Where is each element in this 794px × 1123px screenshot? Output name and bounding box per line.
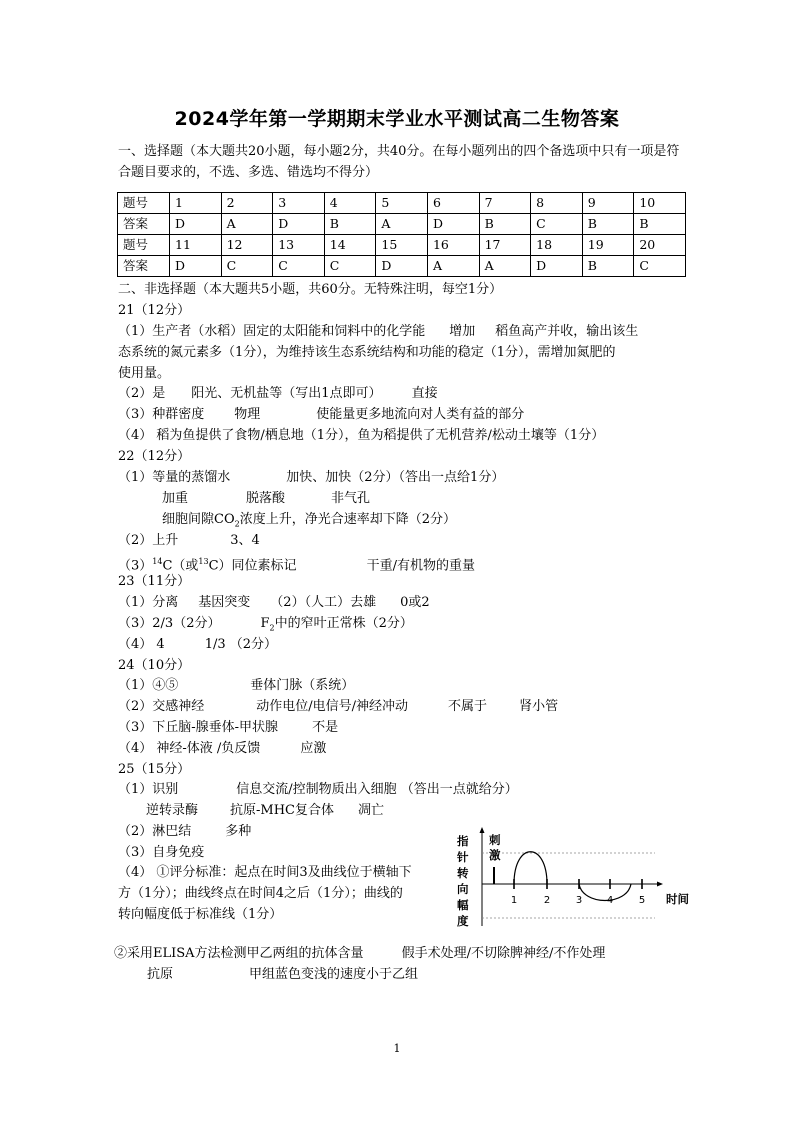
q22-p3-sup1: 14: [152, 557, 163, 566]
q25-p1c: 逆转录酶: [146, 803, 199, 818]
q25-p4c: 转向幅度低于标准线（1分）: [118, 907, 283, 922]
q24-p1a: （1）④⑤: [118, 678, 179, 693]
page-title: 2024学年第一学期期末学业水平测试高二生物答案: [174, 108, 620, 130]
graph-x-arrow: [657, 882, 663, 887]
q23-p4a: （4） 4: [118, 637, 165, 652]
q24-p4a: （4） 神经-体液 /负反馈: [118, 741, 261, 756]
q23-p4b: 1/3 （2分）: [204, 637, 278, 652]
q25-p5b: 假手术处理/不切除脾神经/不作处理: [401, 946, 606, 961]
graph-ylabel-3: 向: [457, 882, 469, 896]
graph-answer-curve: [579, 884, 631, 901]
graph-ylabel-5: 度: [457, 914, 469, 928]
q25-p1e: 凋亡: [358, 803, 385, 818]
q25-p5d: 甲组蓝色变浅的速度小于乙组: [249, 967, 419, 982]
answer-table-cell: 2: [221, 193, 273, 214]
answer-table-cell: C: [634, 256, 686, 277]
q21-p2a: （2）是: [118, 386, 166, 401]
q23-p1c: （2）（人工）去雄: [270, 595, 377, 610]
answer-table-cell: 3: [273, 193, 325, 214]
answer-table-cell: 19: [582, 235, 634, 256]
q22-p1f-pre: 细胞间隙CO: [162, 512, 235, 527]
q25-label: 25（15分）: [118, 762, 191, 777]
q25-p2b: 多种: [225, 824, 252, 839]
answer-table-cell: 10: [634, 193, 686, 214]
q25-p1b: 信息交流/控制物质出入细胞 （答出一点就给分）: [236, 782, 518, 797]
answer-table-cell: C: [324, 256, 376, 277]
q24-p1: [118, 676, 354, 696]
answer-table-cell: A: [376, 214, 428, 235]
q25-p5: [114, 944, 605, 964]
q22-p1b: 加快、加快（2分）（答出一点给1分）: [286, 470, 505, 485]
q21-p1c: 稻鱼高产并收，输出该生: [495, 324, 639, 339]
answer-table-cell: D: [170, 214, 222, 235]
q23-p1a: （1）分离: [118, 595, 179, 610]
answer-table-cell: 11: [170, 235, 222, 256]
needle-deflection-graph: [455, 826, 695, 936]
graph-tick-label-3: 3: [575, 895, 583, 906]
answer-table-cell: 20: [634, 235, 686, 256]
answer-table-cell: 12: [221, 235, 273, 256]
q21-p3b: 物理: [234, 407, 261, 422]
q25-p1a: （1）识别: [118, 782, 179, 797]
answer-table-cell: B: [324, 214, 376, 235]
graph-tick-label-1: 1: [510, 895, 518, 906]
q24-p2b: 动作电位/电信号/神经冲动: [256, 699, 409, 714]
graph-tick-label-5: 5: [638, 895, 646, 906]
answer-table-cell: 15: [376, 235, 428, 256]
q21-p2: [118, 384, 438, 404]
q22-p3-post: C）同位素标记: [208, 558, 297, 574]
q22-p3-pre: （3）: [118, 558, 153, 574]
answer-table-cell: 9: [582, 193, 634, 214]
graph-stim-0: 刺: [489, 833, 501, 847]
q25-p5c: 抗原: [147, 967, 174, 982]
q25-p1: [118, 780, 518, 800]
q23-p1d: 0或2: [400, 595, 430, 610]
q24-p2: [118, 697, 558, 717]
answer-table-row: [118, 235, 686, 256]
graph-y-arrow: [480, 827, 485, 833]
graph-ylabel-2: 转: [457, 866, 469, 880]
q25-p2a: （2）淋巴结: [118, 824, 192, 839]
q21-p1a: （1）生产者（水稻）固定的太阳能和饲料中的化学能: [118, 324, 426, 339]
graph-ylabel-0: 指: [457, 834, 469, 848]
answer-table-cell: 16: [427, 235, 479, 256]
q23-p3b-sub: 2: [269, 623, 275, 633]
q24-p4b: 应激: [300, 741, 327, 756]
answer-table-cell: 18: [531, 235, 583, 256]
answer-table-cell: D: [427, 214, 479, 235]
answer-table-cell: 4: [324, 193, 376, 214]
q25-p5-row2: [147, 965, 418, 985]
q21-p3a: （3）种群密度: [118, 407, 205, 422]
q22-p3b: 干重/有机物的重量: [366, 558, 475, 574]
answer-table-row: [118, 193, 686, 214]
answer-table-cell: D: [170, 256, 222, 277]
q23-p3b-post: 中的窄叶正常株（2分）: [274, 616, 413, 631]
answer-table: [117, 192, 686, 277]
q25-p1-row2: [146, 801, 384, 821]
q22-p2: [118, 531, 260, 551]
q24-p2a: （2）交感神经: [118, 699, 205, 714]
q23-p1: [118, 593, 430, 613]
q22-p2a: （2）上升: [118, 533, 179, 548]
q24-p2c: 不属于: [448, 699, 488, 714]
graph-xlabel: 时间: [666, 892, 689, 906]
q22-label: 22（12分）: [118, 449, 191, 464]
q25-p1d: 抗原-MHC复合体: [230, 803, 335, 818]
answer-table-header-cell: 题号: [118, 235, 170, 256]
q21-p2b: 阳光、无机盐等（写出1点即可）: [191, 386, 382, 401]
q21-p1: [118, 322, 638, 342]
q22-p3-sup2: 13: [198, 557, 209, 566]
q21-p1d: 态系统的氮元素多（1分），为维持该生态系统结构和功能的稳定（1分），需增加氮肥的: [118, 345, 616, 360]
answer-table-cell: D: [273, 214, 325, 235]
answer-table-cell: 13: [273, 235, 325, 256]
answer-table-cell: B: [634, 214, 686, 235]
q23-p3b-pre: F: [260, 616, 270, 631]
section2-heading: 二、非选择题（本大题共5小题，共60分。无特殊注明，每空1分）: [118, 282, 503, 297]
graph-tick-label-2: 2: [543, 895, 551, 906]
graph-tick-label-4: 4: [606, 895, 614, 906]
q25-p5a: ②采用ELISA方法检测甲乙两组的抗体含量: [114, 946, 364, 961]
q22-p1c: 加重: [162, 491, 189, 506]
q23-p1b: 基因突变: [198, 595, 251, 610]
answer-table-cell: C: [221, 256, 273, 277]
graph-ylabel-1: 针: [457, 850, 469, 864]
section1-heading: 一、选择题（本大题共20小题，每小题2分，共40分。在每小题列出的四个备选项中只有一项是符合题目要求的，不选、多选、错选均不得分）: [118, 144, 680, 180]
graph-stim-1: 激: [489, 848, 501, 862]
answer-table-header-cell: 题号: [118, 193, 170, 214]
q22-p3-mid: C（或: [162, 558, 199, 574]
answer-table-cell: A: [221, 214, 273, 235]
answer-table-cell: 6: [427, 193, 479, 214]
q25-p4a: （4） ①评分标准：起点在时间3及曲线位于横轴下: [118, 865, 412, 880]
q24-p3b: 不是: [312, 720, 339, 735]
q24-p3: [118, 718, 338, 738]
page-number: 1: [393, 1042, 401, 1055]
q22-p2b: 3、4: [230, 533, 260, 548]
answer-table-cell: B: [479, 214, 531, 235]
answer-table-cell: A: [427, 256, 479, 277]
answer-table-cell: A: [479, 256, 531, 277]
q25-p3: （3）自身免疫: [118, 845, 205, 860]
answer-table-cell: D: [376, 256, 428, 277]
q24-label: 24（10分）: [118, 658, 191, 673]
answer-table-cell: 17: [479, 235, 531, 256]
q22-p1a: （1）等量的蒸馏水: [118, 470, 231, 485]
answer-table-header-cell: 答案: [118, 256, 170, 277]
q25-p2: [118, 822, 251, 842]
answer-table-cell: C: [273, 256, 325, 277]
answer-table-cell: B: [582, 214, 634, 235]
answer-table-cell: B: [582, 256, 634, 277]
q21-label: 21（12分）: [118, 303, 191, 318]
q24-p4: [118, 739, 326, 759]
answer-table-cell: C: [531, 214, 583, 235]
q23-p4: [118, 635, 277, 655]
q23-p3a: （3）2/3（2分）: [118, 616, 221, 631]
q24-p2d: 肾小管: [519, 699, 559, 714]
answer-table-row: [118, 214, 686, 235]
answer-table-row: [118, 256, 686, 277]
answer-table-header-cell: 答案: [118, 214, 170, 235]
q22-p1-row2: [162, 489, 370, 509]
q22-p1e: 非气孔: [331, 491, 371, 506]
q21-p4: （4） 稻为鱼提供了食物/栖息地（1分），鱼为稻提供了无机营养/松动土壤等（1分）: [118, 428, 605, 443]
q21-p2c: 直接: [411, 386, 438, 401]
q21-p1b: 增加: [449, 324, 476, 339]
q22-p1f-sub: 2: [234, 519, 240, 529]
q23-label: 23（11分）: [118, 574, 191, 589]
q22-p1d: 脱落酸: [246, 491, 286, 506]
answer-table-cell: D: [531, 256, 583, 277]
q21-p3c: 使能量更多地流向对人类有益的部分: [316, 407, 525, 422]
answer-table-cell: 5: [376, 193, 428, 214]
q25-p4b: 方（1分）；曲线终点在时间4之后（1分）；曲线的: [118, 886, 403, 901]
q22-p1f-post: 浓度上升，净光合速率却下降（2分）: [239, 512, 456, 527]
answer-table-cell: 14: [324, 235, 376, 256]
answer-table-cell: 1: [170, 193, 222, 214]
q21-p1e: 使用量。: [118, 366, 171, 381]
q24-p1b: 垂体门脉（系统）: [250, 678, 355, 693]
q24-p3a: （3）下丘脑-腺垂体-甲状腺: [118, 720, 279, 735]
q21-p3: [118, 405, 524, 425]
graph-standard-curve: [514, 852, 547, 884]
q22-p1: [118, 468, 504, 488]
answer-table-cell: 7: [479, 193, 531, 214]
graph-ylabel-4: 幅: [457, 898, 469, 912]
answer-table-cell: 8: [531, 193, 583, 214]
